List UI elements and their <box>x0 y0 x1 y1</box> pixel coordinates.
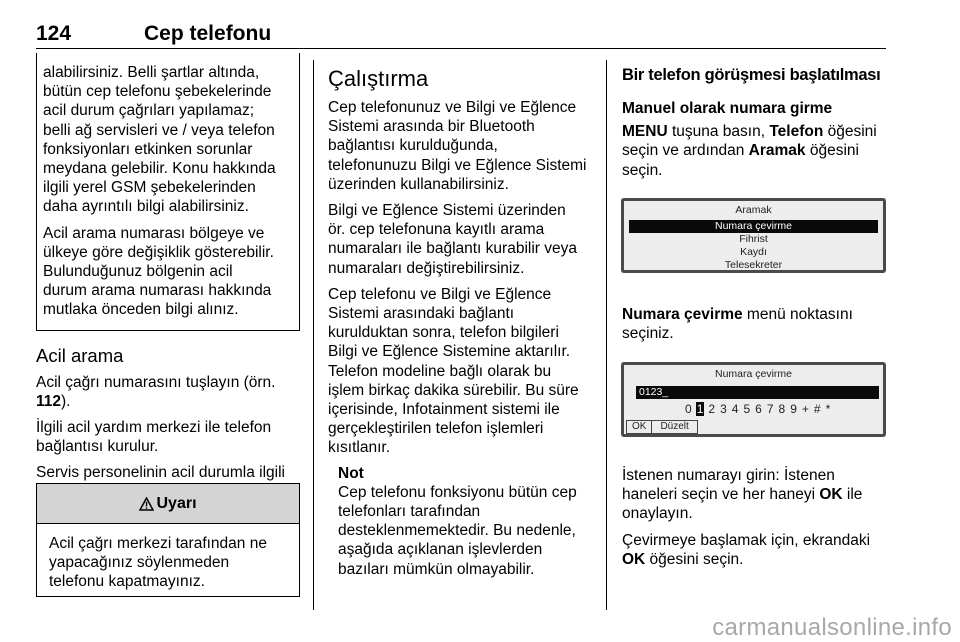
paragraph-start-dialing: Çevirmeye başlamak için, ekrandaki OK öğesini seçin. <box>622 531 871 568</box>
text-line: işlem birkaç dakika sürebilir. Bu süre <box>328 381 579 399</box>
warning-header <box>37 484 299 524</box>
continued-box <box>36 53 300 331</box>
warning-line: yapacağınız söylenmeden <box>49 554 230 572</box>
screen-title-2: Numara çevirme <box>714 368 793 380</box>
text-line: meydana gelebilir. Konu hakkında <box>43 160 276 178</box>
page-number: 124 <box>36 22 72 45</box>
text-line: Bilgi ve Eğlence Sistemine aktarılır. <box>328 343 571 361</box>
watermark: carmanualsonline.info <box>712 614 952 641</box>
column-divider-1 <box>313 60 314 610</box>
text-line: ör. cep telefonuna kayıtlı arama <box>328 221 545 239</box>
note-text <box>338 483 598 579</box>
digit-key[interactable]: * <box>825 402 831 416</box>
column-3-mid <box>622 305 892 343</box>
text-line: ülkeye göre değişiklik gösterebilir. <box>43 243 274 261</box>
section-heading-calistirma: Çalıştırma <box>328 66 429 91</box>
paragraph-operation-1 <box>328 98 598 194</box>
text-line: durum arama numarası hakkında <box>43 282 272 300</box>
text-line: kısıtlanır. <box>328 439 391 457</box>
text-line: mutlaka önceden bilgi alınız. <box>43 301 239 319</box>
note-block <box>338 464 598 579</box>
column-3 <box>622 66 892 180</box>
text-line: belli ağ servisleri ve / veya telefon <box>43 121 275 139</box>
warning-line: Acil çağrı merkezi tarafından ne <box>49 535 267 552</box>
digit-key[interactable]: 8 <box>778 402 786 416</box>
note-line: aşağıda açıklanan işlevlerden <box>338 541 543 559</box>
text-line: Servis personelinin acil durumla ilgili <box>36 464 285 482</box>
note-line: bazıları mümkün olmayabilir. <box>338 560 535 578</box>
text-line: İlgili acil yardım merkezi ile telefon <box>36 419 272 437</box>
warning-triangle-icon <box>139 497 154 511</box>
note-line: Cep telefonu fonksiyonu bütün cep <box>338 483 577 501</box>
digit-key[interactable]: 0 <box>685 402 692 416</box>
screen-buttons <box>626 420 698 434</box>
digit-key[interactable]: 2 <box>708 402 716 416</box>
warning-text <box>49 534 287 592</box>
note-line: desteklenmemektedir. Bu nedenle, <box>338 522 576 540</box>
menu-item-kaydi[interactable]: Kaydı <box>740 246 767 258</box>
text-line: Sistemi arasındaki bağlantı <box>328 305 515 323</box>
text-line: Sistemi arasında bir Bluetooth <box>328 118 535 136</box>
warning-box <box>36 483 300 597</box>
text-line: bağlantısı kurulur. <box>36 438 159 456</box>
text-line: kurulduktan sonra, telefon bilgileri <box>328 324 559 342</box>
menu-item-numara-cevirme[interactable]: Numara çevirme <box>629 220 878 233</box>
screen-aramak <box>621 198 886 273</box>
paragraph-connection <box>36 418 300 456</box>
note-line: telefonları tarafından <box>338 503 481 521</box>
text-line: alabilirsiniz. Belli şartlar altında, <box>43 64 260 81</box>
page-header <box>36 0 886 50</box>
menu-item-telesekreter[interactable]: Telesekreter <box>724 259 783 271</box>
column-divider-2 <box>606 60 607 610</box>
column-1 <box>36 53 300 502</box>
warning-line: telefonu kapatmayınız. <box>49 573 205 591</box>
text-line: üzerinden kullanabilirsiniz. <box>328 175 509 193</box>
digit-key[interactable]: 3 <box>720 402 727 416</box>
digit-key[interactable]: # <box>813 402 821 416</box>
text-line: Acil arama numarası bölgeye ve <box>43 224 265 242</box>
digit-keypad <box>684 402 831 416</box>
text-line: Cep telefonu ve Bilgi ve Eğlence <box>328 285 552 303</box>
text-line: içerisinde, Infotainment sistemi ile <box>328 401 560 419</box>
digit-key[interactable]: 6 <box>755 402 762 416</box>
section-heading-call: Bir telefon görüşmesi başlatılması <box>622 66 881 84</box>
digit-key[interactable]: 1 <box>696 402 704 416</box>
paragraph-select-dial: Numara çevirme menü noktasını seçiniz. <box>622 306 853 343</box>
digit-key[interactable]: 5 <box>743 402 751 416</box>
text-line: fonksiyonları etkinken sorunlar <box>43 140 253 158</box>
text-line: ilgili yerel GSM şebekelerinden <box>43 179 256 197</box>
text-line: gerçekleştirilen telefon işlemleri <box>328 420 544 438</box>
continued-text-1 <box>43 63 290 217</box>
paragraph-emergency-call: Acil çağrı numarasını tuşlayın (örn. 112). <box>36 373 276 410</box>
text-line: Bilgi ve Eğlence Sistemi üzerinden <box>328 202 566 220</box>
ok-button[interactable]: OK <box>626 420 652 434</box>
screen-numara-cevirme <box>621 362 886 437</box>
header-rule <box>36 48 886 49</box>
screen-title: Aramak <box>735 204 772 216</box>
text-line: Bulunduğunuz bölgenin acil <box>43 263 233 281</box>
text-line: telefonunuzu Bilgi ve Eğlence Sistemi <box>328 156 587 174</box>
digit-key[interactable]: + <box>801 402 809 416</box>
column-2 <box>328 66 598 579</box>
text-line: numaraları değiştirebilirsiniz. <box>328 259 525 277</box>
number-input[interactable]: 0123_ <box>636 386 879 399</box>
text-line: acil durum çağrıları yapılamaz; <box>43 102 255 120</box>
warning-body <box>37 524 299 602</box>
text-line: bütün cep telefonu şebekelerinde <box>43 83 272 101</box>
text-line: Cep telefonunuz ve Bilgi ve Eğlence <box>328 99 577 116</box>
subheading-manual-dial: Manuel olarak numara girme <box>622 100 833 117</box>
continued-text-2 <box>43 224 290 320</box>
column-3-bottom <box>622 466 892 569</box>
paragraph-operation-2 <box>328 201 598 278</box>
paragraph-menu-instruction: MENU tuşuna basın, Telefon öğesini seçin ve ardından Aramak öğesini seçin. <box>622 123 877 179</box>
text-line: daha ayrıntılı bilgi alabilirsiniz. <box>43 198 249 216</box>
page-title: Cep telefonu <box>144 22 272 45</box>
screen-frame <box>621 198 886 273</box>
digit-key[interactable]: 7 <box>766 402 774 416</box>
digit-key[interactable]: 4 <box>731 402 739 416</box>
note-title: Not <box>338 464 364 482</box>
text-line: Telefon modeline bağlı olarak bu <box>328 362 552 380</box>
paragraph-enter-number: İstenen numarayı girin: İstenen haneleri seçin ve her haneyi OK ile onaylayın. <box>622 467 863 523</box>
digit-key[interactable]: 9 <box>790 402 797 416</box>
menu-item-fihrist[interactable]: Fihrist <box>739 233 768 245</box>
text-line: bağlantısı kurulduğunda, <box>328 137 498 155</box>
text-line: numaraları ile bağlantı kurabilir veya <box>328 240 577 258</box>
paragraph-operation-3 <box>328 285 598 458</box>
section-heading-acil-arama: Acil arama <box>36 344 124 366</box>
screen-frame-2 <box>621 362 886 437</box>
warning-title: Uyarı <box>156 494 197 512</box>
duzelt-button[interactable]: Düzelt <box>652 420 697 434</box>
